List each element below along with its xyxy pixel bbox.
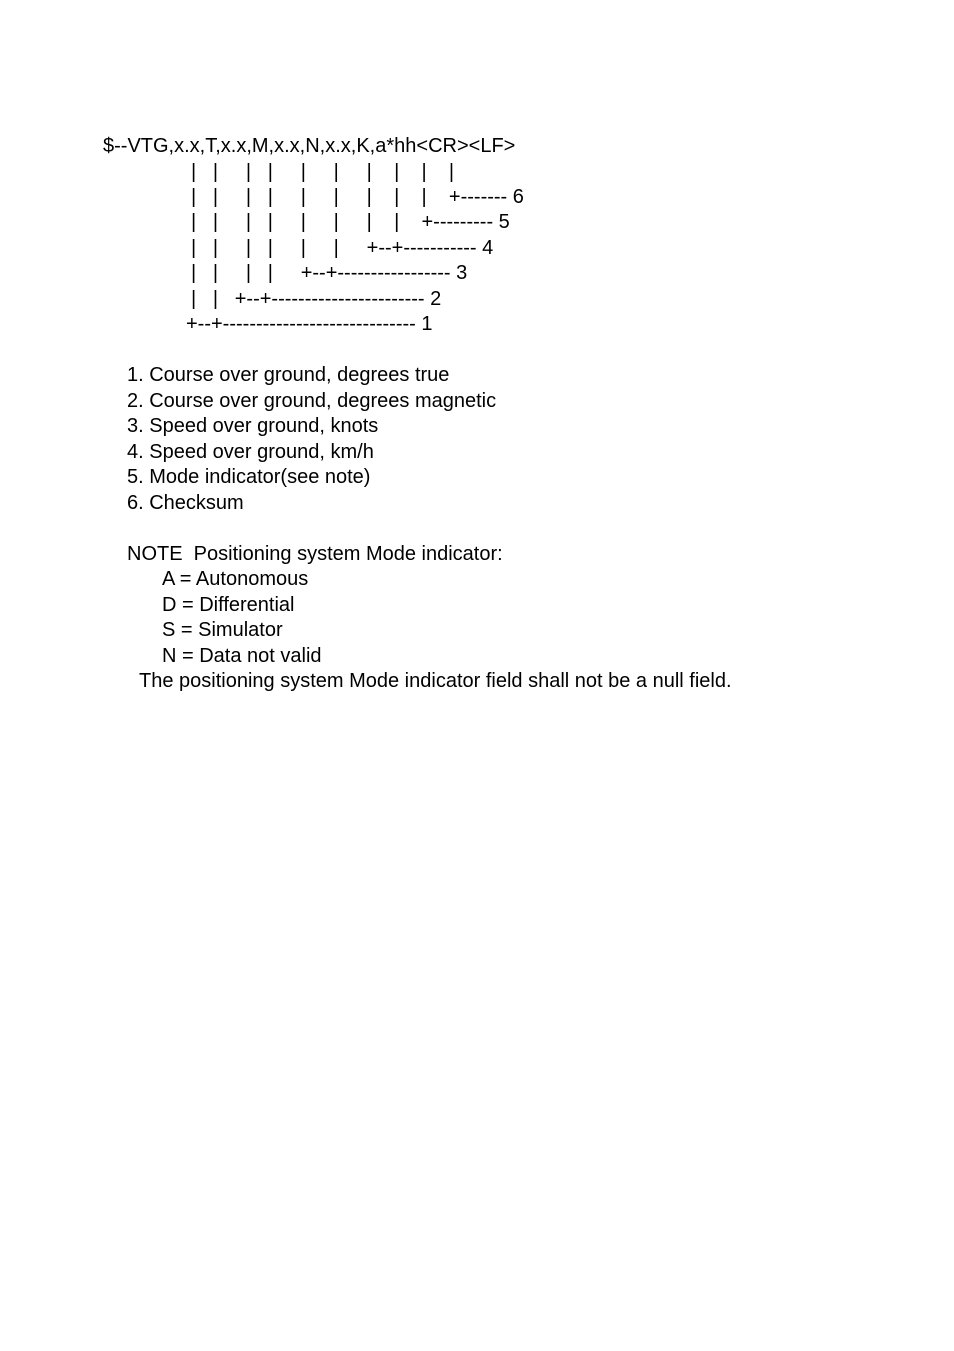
field-item-6: 6. Checksum: [127, 492, 244, 514]
field-item-4: 4. Speed over ground, km/h: [127, 441, 374, 463]
mode-item-not-valid: N = Data not valid: [162, 645, 322, 667]
diagram-line-6: | | +--+----------------------- 2: [191, 288, 442, 310]
mode-item-simulator: S = Simulator: [162, 619, 283, 641]
field-item-3: 3. Speed over ground, knots: [127, 415, 379, 437]
diagram-line-7: +--+----------------------------- 1: [186, 313, 433, 335]
diagram-line-4: | | | | | | +--+----------- 4: [191, 237, 494, 259]
diagram-line-2: | | | | | | | | | +------- 6: [191, 186, 524, 208]
mode-item-differential: D = Differential: [162, 594, 295, 616]
note-footer: The positioning system Mode indicator field shall not be a null field.: [139, 670, 732, 692]
field-item-1: 1. Course over ground, degrees true: [127, 364, 450, 386]
diagram-line-5: | | | | +--+----------------- 3: [191, 262, 468, 284]
field-item-5: 5. Mode indicator(see note): [127, 466, 371, 488]
diagram-line-1: | | | | | | | | | |: [191, 161, 455, 183]
diagram-line-3: | | | | | | | | +--------- 5: [191, 211, 510, 233]
sentence-format: $--VTG,x.x,T,x.x,M,x.x,N,x.x,K,a*hh<CR><LF>: [103, 135, 516, 157]
mode-item-autonomous: A = Autonomous: [162, 568, 309, 590]
note-heading: NOTE Positioning system Mode indicator:: [127, 543, 503, 565]
field-item-2: 2. Course over ground, degrees magnetic: [127, 390, 497, 412]
